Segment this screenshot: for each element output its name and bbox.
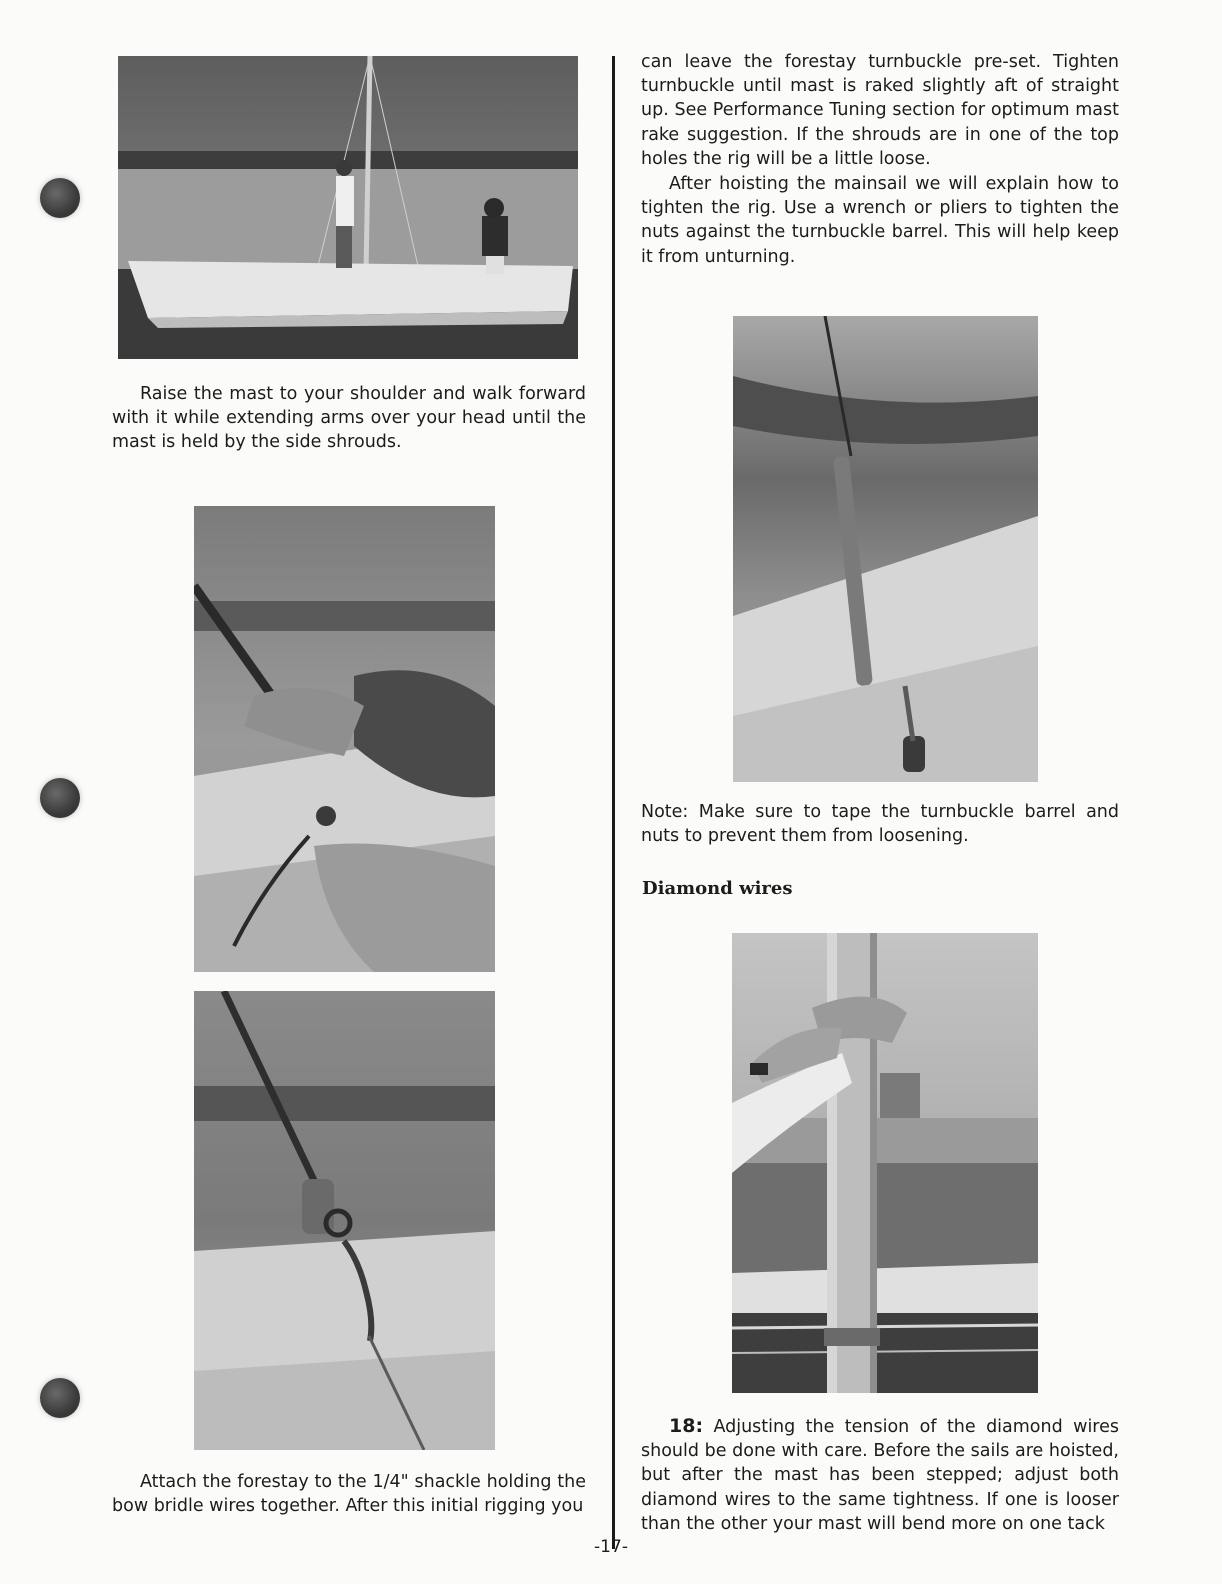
photo-turnbuckle [733, 316, 1038, 782]
paragraph-step-18 [641, 1414, 1119, 1536]
photo-attach-forestay [194, 506, 495, 972]
binder-hole-top [40, 178, 80, 218]
binder-hole-bottom [40, 1378, 80, 1418]
section-heading-diamond-wires: Diamond wires [642, 878, 793, 899]
note-tape-turnbuckle: Note: Make sure to tape the turnbuckle barrel and nuts to prevent them from loosening. [641, 802, 1119, 847]
photo-diamond-wires [732, 933, 1038, 1393]
photo-shackle [194, 991, 495, 1450]
photo-raising-mast [118, 56, 578, 359]
binder-hole-middle [40, 778, 80, 818]
paragraph-forestay-preset: can leave the forestay turnbuckle pre-set. Tighten turnbuckle until mast is raked slightly aft of straight up. See Performance Tuning section for optimum mast rake suggestion. If the shrouds are in one of the top holes the rig will be a little loose. [641, 52, 1119, 169]
step-number: 18: [669, 1415, 704, 1437]
paragraph-tighten-rig: After hoisting the mainsail we will explain how to tighten the rig. Use a wrench or pliers to tighten the nuts against the turnbuckle barrel. This will help keep it from unturning. [641, 174, 1119, 267]
caption-attach-forestay: Attach the forestay to the 1/4" shackle holding the bow bridle wires together. After this initial rigging you [112, 1472, 586, 1517]
caption-raise-mast: Raise the mast to your shoulder and walk forward with it while extending arms over your head until the mast is held by the side shrouds. [112, 384, 586, 453]
column-divider [612, 56, 615, 1549]
page-number: -17- [594, 1537, 628, 1557]
step-text: Adjusting the tension of the diamond wires should be done with care. Before the sails are hoisted, but after the mast has been stepped; adjust both diamond wires to the same tightness. If one is looser than the other your mast will bend more on one tack [641, 1417, 1119, 1534]
